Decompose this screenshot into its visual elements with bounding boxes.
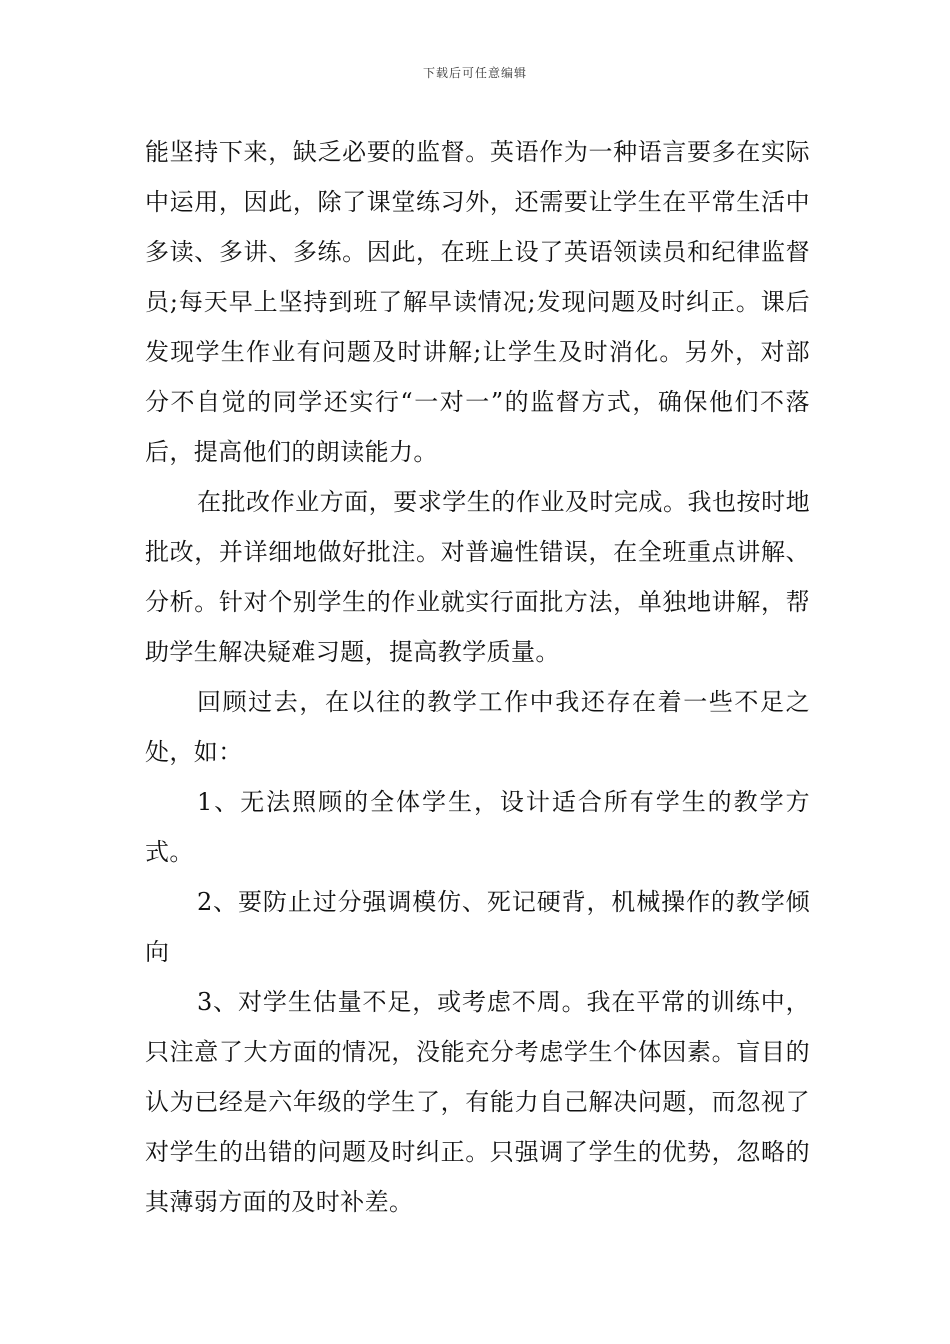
document-body xyxy=(145,127,810,1227)
paragraph-review-intro: 回顾过去，在以往的教学工作中我还存在着一些不足之处，如： xyxy=(145,688,810,766)
page-header: 下载后可任意编辑 xyxy=(422,66,527,80)
paragraph-homework-grading: 在批改作业方面，要求学生的作业及时完成。我也按时地批改，并详细地做好批注。对普遍性错误，在全班重点讲解、分析。针对个别学生的作业就实行面批方法，单独地讲解，帮助学生解决疑难习题，提高教学质量。 xyxy=(145,488,810,666)
paragraph-continuation: 能坚持下来，缺乏必要的监督。英语作为一种语言要多在实际中运用，因此，除了课堂练习外，还需要让学生在平常生活中多读、多讲、多练。因此，在班上设了英语领读员和纪律监督员;每天早上坚持到班了解早读情况;发现问题及时纠正。课后发现学生作业有问题及时讲解;让学生及时消化。另外，对部分不自觉的同学还实行“一对一”的监督方式，确保他们不落后，提高他们的朗读能力。 xyxy=(145,138,810,466)
list-item-3: 3、对学生估量不足，或考虑不周。我在平常的训练中，只注意了大方面的情况，没能充分考虑学生个体因素。盲目的认为已经是六年级的学生了，有能力自己解决问题，而忽视了对学生的出错的问题及时纠正。只强调了学生的优势，忽略的其薄弱方面的及时补差。 xyxy=(145,988,810,1216)
list-item-1: 1、无法照顾的全体学生，设计适合所有学生的教学方式。 xyxy=(145,788,810,866)
list-item-2: 2、要防止过分强调模仿、死记硬背，机械操作的教学倾向 xyxy=(145,888,810,966)
